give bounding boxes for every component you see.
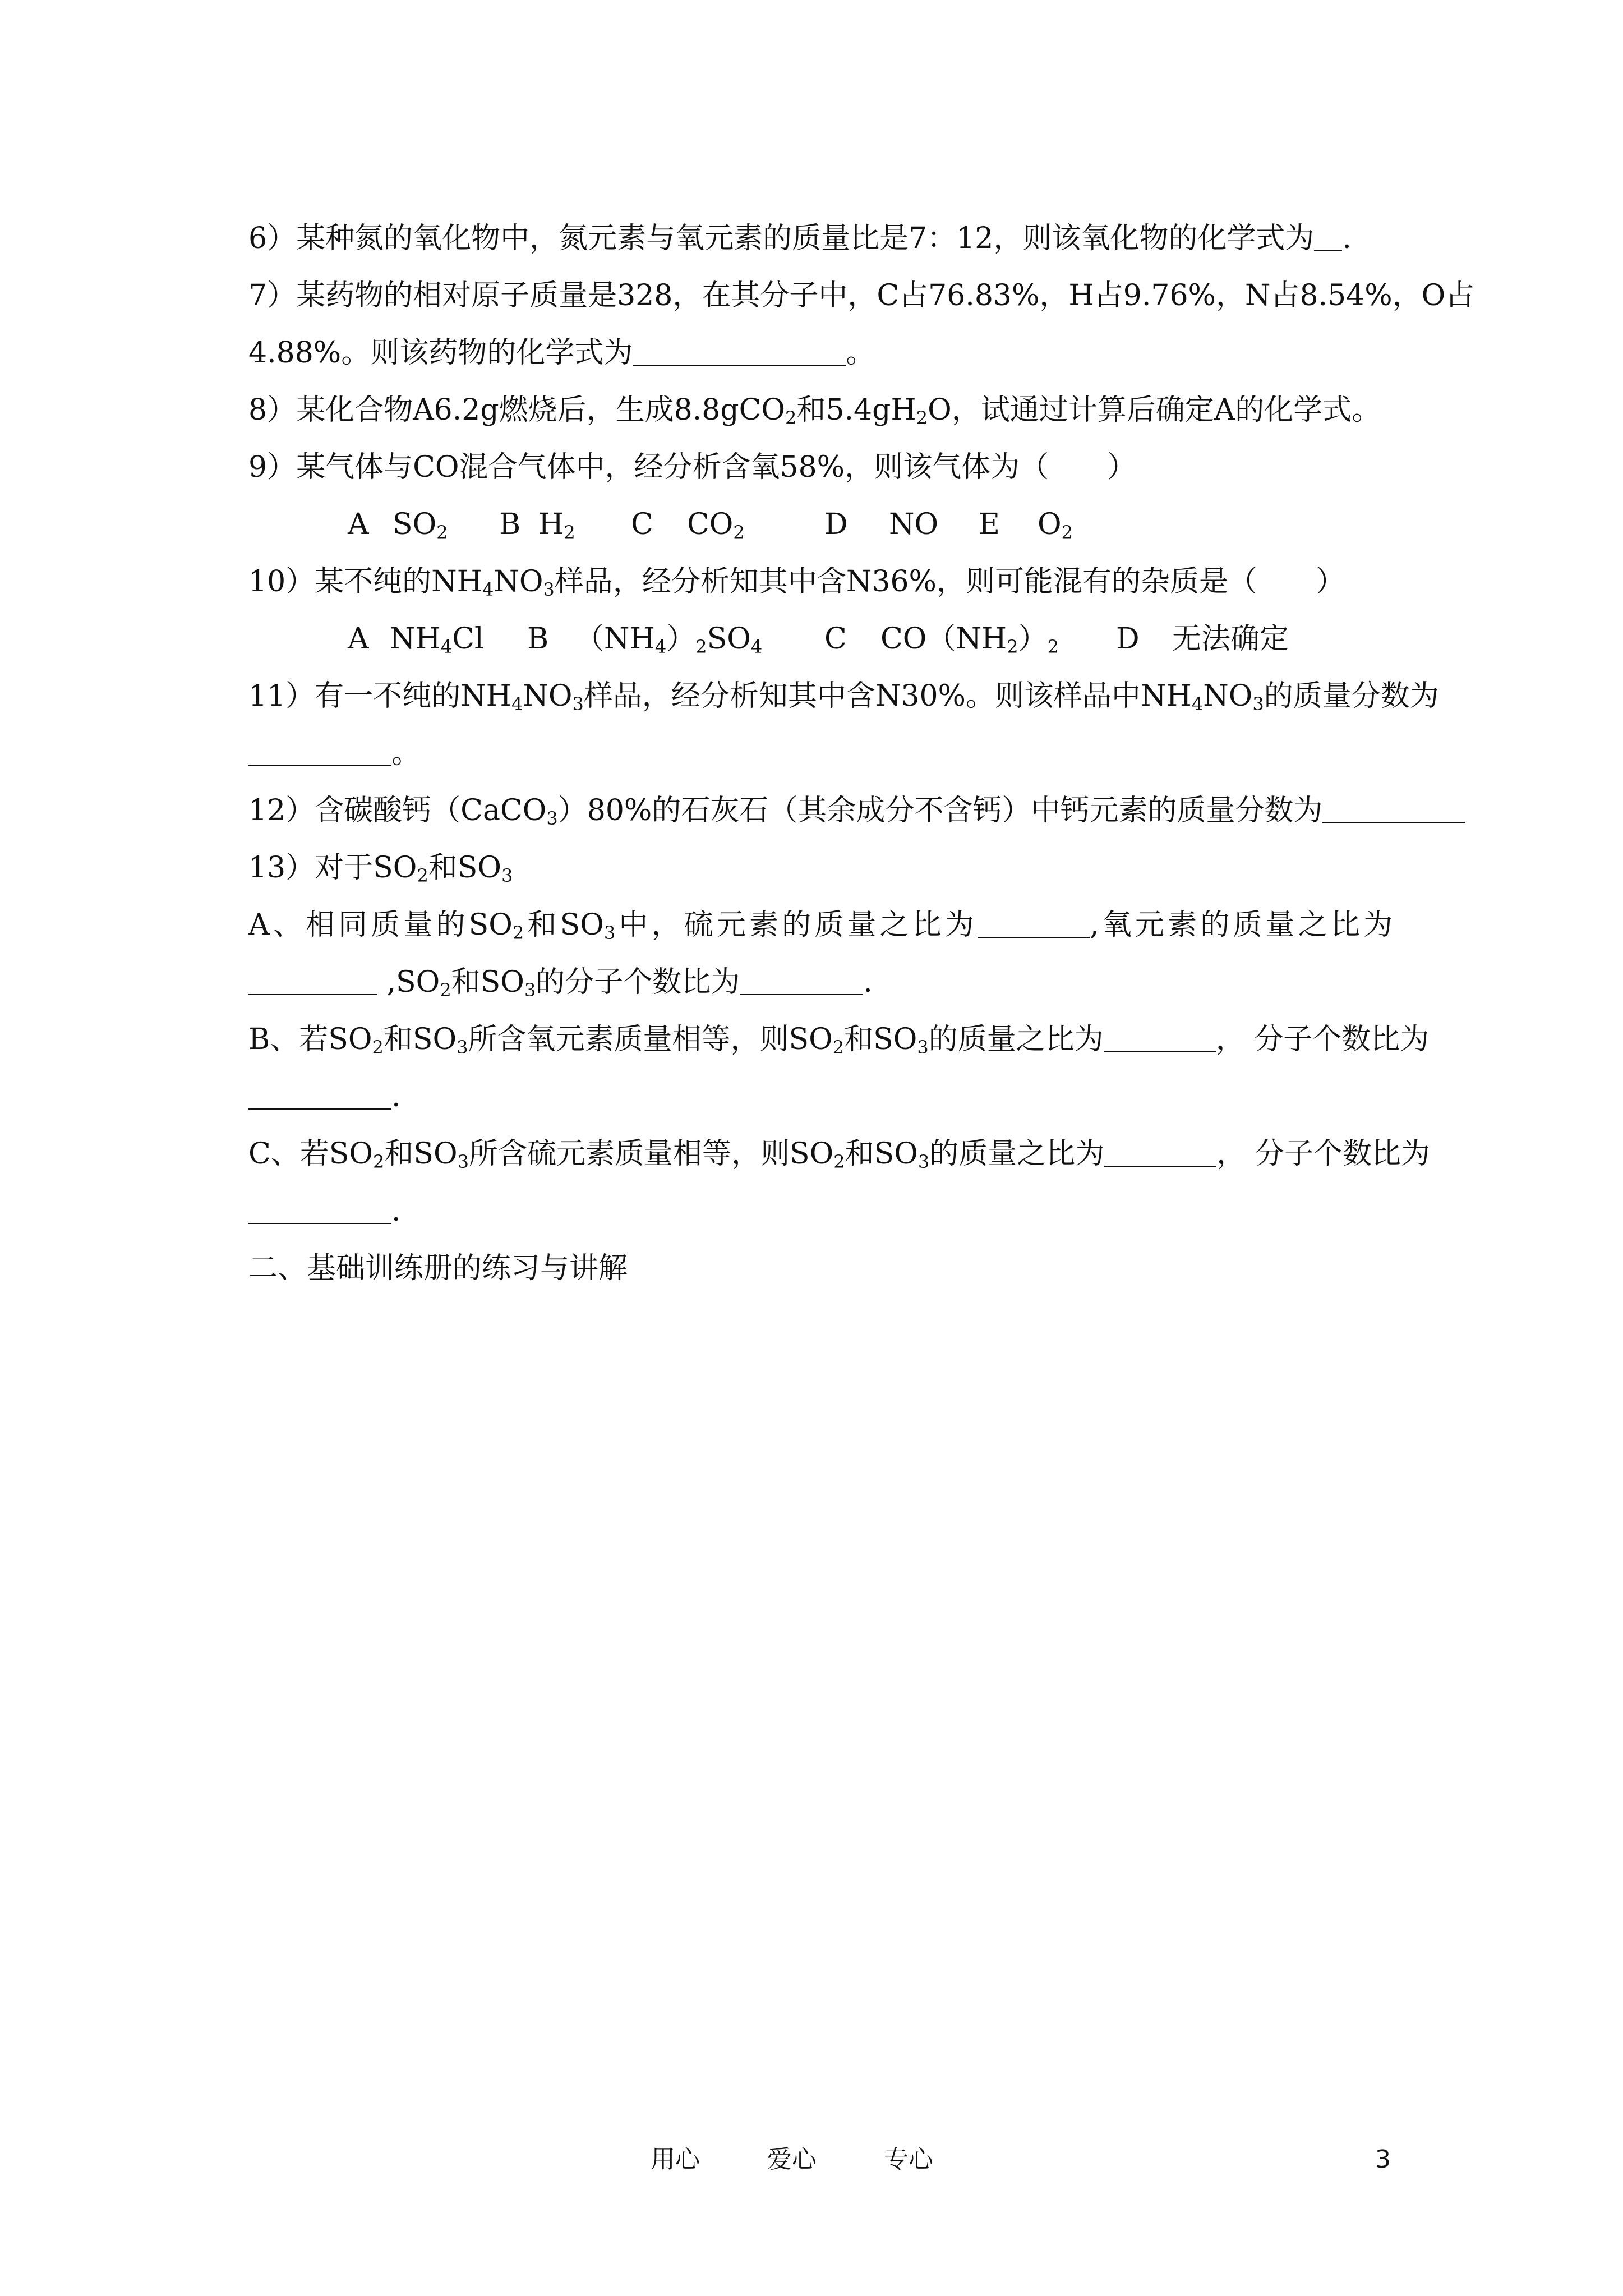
subscript: 2 [833, 1151, 845, 1172]
option-b [575, 619, 824, 659]
answer-blank [248, 965, 377, 995]
question-10 [248, 562, 1393, 601]
q8-part: O，试通过计算后确定A的化学式。 [928, 393, 1381, 427]
formula: CO [687, 508, 734, 541]
q11-part: 样品，经分析知其中含N30%。则该样品中NH [583, 679, 1192, 713]
subscript: 2 [695, 636, 707, 657]
q13b-part: ， 分子个数比为 [1215, 1023, 1430, 1056]
question-13-b [248, 1020, 1430, 1059]
subscript: 4 [482, 579, 494, 600]
page-footer [651, 2143, 1000, 2177]
question-7-text-2: 4.88%。则该药物的化学式为 [248, 336, 633, 370]
question-6 [248, 219, 1393, 258]
option-letter: C [824, 622, 847, 656]
question-12 [248, 791, 1393, 830]
question-8 [248, 390, 1393, 430]
formula: O [1038, 508, 1062, 541]
subscript: 3 [1252, 693, 1264, 715]
question-6-text: 6）某种氮的氧化物中，氮元素与氧元素的质量比是7：12，则该氧化物的化学式为 [248, 222, 1315, 255]
formula: CO（NH [880, 622, 1007, 656]
q13b-part: B、若SO [248, 1023, 372, 1056]
subscript: 2 [1007, 636, 1018, 657]
q10-part: 样品，经分析知其中含N36%，则可能混有的杂质是（ ） [554, 565, 1345, 599]
q13b-part: 所含氧元素质量相等，则SO [468, 1023, 833, 1056]
answer-blank [978, 908, 1090, 938]
subscript: 3 [457, 1151, 469, 1172]
question-7-text: 7）某药物的相对原子质量是328，在其分子中，C占76.83%，H占9.76%，N占8.54%，O占 [248, 279, 1475, 312]
q11-part: 的质量分数为 [1264, 679, 1439, 713]
subscript: 2 [1061, 522, 1073, 543]
question-11 [248, 677, 1439, 716]
answer-blank [248, 1194, 391, 1224]
subscript: 2 [733, 522, 745, 543]
q11-part: 11）有一不纯的NH [248, 679, 512, 713]
answer-blank [248, 1079, 391, 1110]
question-9-text: 9）某气体与CO混合气体中，经分析含氧58%，则该气体为（ ） [248, 450, 1137, 484]
answer-blank [1322, 793, 1465, 823]
q13c-part: 所含硫元素质量相等，则SO [469, 1137, 834, 1171]
subscript: 3 [917, 1037, 929, 1058]
punct: . [863, 965, 873, 999]
question-13-b-answer [248, 1077, 1393, 1116]
punct: 。 [846, 336, 875, 370]
q13a-part: 的分子个数比为 [536, 965, 740, 999]
subscript: 2 [417, 865, 428, 886]
answer-blank [740, 965, 863, 995]
formula: ） [666, 622, 696, 656]
q13-part: 和SO [428, 851, 502, 885]
option-letter: B [527, 622, 549, 656]
question-9-options [348, 505, 1492, 544]
footer-item: 用心 [651, 2145, 700, 2174]
q13a-part: A、相同质量的SO [248, 908, 513, 942]
subscript: 4 [511, 693, 523, 715]
q13c-part: 的质量之比为 [929, 1137, 1105, 1171]
q11-part: NO [1203, 679, 1253, 713]
option-a [393, 505, 499, 544]
formula: SO [393, 508, 437, 541]
q12-part: ）80%的石灰石（其余成分不含钙）中钙元素的质量分数为 [557, 794, 1323, 827]
punct: . [1342, 222, 1352, 255]
option-letter: B [499, 508, 521, 541]
section-title: 二、基础训练册的练习与讲解 [248, 1251, 628, 1285]
formula: H [538, 508, 564, 541]
q8-part: 和5.4gH [796, 393, 916, 427]
option-b [538, 505, 631, 544]
subscript: 2 [436, 522, 448, 543]
q13c-part: C、若SO [248, 1137, 374, 1171]
subscript: 4 [1191, 693, 1204, 715]
option-d: 无法确定 [1172, 622, 1289, 656]
answer-blank [1314, 221, 1342, 251]
q13c-part: ， 分子个数比为 [1216, 1137, 1430, 1171]
question-9 [248, 448, 1393, 487]
option-a [390, 619, 527, 659]
q13c-part: 和SO [845, 1137, 918, 1171]
option-e [1038, 505, 1073, 544]
punct: . [391, 1080, 401, 1114]
q11-part: NO [523, 679, 573, 713]
q10-part: 10）某不纯的NH [248, 565, 483, 599]
page-number: 3 [1375, 2145, 1391, 2174]
question-7-line-2 [248, 333, 1393, 372]
question-13-c-answer [248, 1191, 1393, 1231]
question-13-a [248, 905, 1393, 945]
q13c-part: 和SO [384, 1137, 458, 1171]
formula: ） [1018, 622, 1048, 656]
subscript: 3 [543, 579, 555, 600]
option-letter: C [631, 508, 653, 541]
subscript: 2 [785, 407, 797, 429]
question-10-options [348, 619, 1492, 659]
subscript: 2 [372, 1037, 384, 1058]
subscript: 4 [654, 636, 667, 657]
subscript: 4 [750, 636, 763, 657]
formula: Cl [452, 622, 484, 656]
q13b-part: 的质量之比为 [928, 1023, 1104, 1056]
answer-blank [1104, 1137, 1216, 1167]
option-letter: E [979, 508, 1000, 541]
subscript: 4 [440, 636, 453, 657]
option-letter: D [824, 508, 848, 541]
option-letter: A [348, 508, 369, 541]
formula: SO [707, 622, 751, 656]
question-11-answer [248, 734, 1393, 773]
punct: . [391, 1194, 401, 1228]
option-letter: A [348, 622, 369, 656]
subscript: 2 [373, 1151, 385, 1172]
section-heading [248, 1249, 1393, 1288]
subscript: 2 [564, 522, 575, 543]
q13a-part: 中，硫元素的质量之比为 [615, 908, 978, 942]
q8-part: 8）某化合物A6.2g燃烧后，生成8.8gCO [248, 393, 786, 427]
subscript: 3 [546, 808, 558, 829]
q13a-part: ,氧元素的质量之比为 [1090, 908, 1393, 942]
option-c [880, 619, 1116, 659]
q10-part: NO [494, 565, 543, 599]
option-d: NO [889, 508, 939, 541]
answer-blank [1104, 1022, 1216, 1052]
question-13-c [248, 1134, 1430, 1174]
formula: NH [390, 622, 441, 656]
q13b-part: 和SO [844, 1023, 917, 1056]
q12-part: 12）含碳酸钙（CaCO [248, 794, 547, 827]
subscript: 2 [1047, 636, 1059, 657]
q13a-part: 和SO [451, 965, 524, 999]
punct: 。 [391, 737, 421, 770]
footer-item: 专心 [884, 2145, 933, 2174]
subscript: 2 [832, 1037, 845, 1058]
q13b-part: 和SO [383, 1023, 457, 1056]
option-c [687, 505, 824, 544]
subscript: 2 [512, 922, 524, 944]
option-letter: D [1116, 622, 1140, 656]
q13a-part: ,SO [377, 965, 440, 999]
subscript: 2 [916, 407, 928, 429]
subscript: 3 [603, 922, 616, 944]
subscript: 3 [524, 979, 536, 1001]
q13-part: 13）对于SO [248, 851, 417, 885]
answer-blank [248, 736, 391, 766]
question-13 [248, 848, 1393, 887]
subscript: 3 [501, 865, 513, 886]
subscript: 3 [572, 693, 584, 715]
question-13-a-cont [248, 963, 1393, 1002]
q13a-part: 和SO [524, 908, 604, 942]
formula: （NH [575, 622, 655, 656]
footer-item: 爱心 [767, 2145, 817, 2174]
answer-blank [633, 335, 846, 366]
subscript: 3 [917, 1151, 930, 1172]
subscript: 3 [457, 1037, 468, 1058]
subscript: 2 [440, 979, 451, 1001]
question-7-line-1 [248, 276, 1475, 315]
